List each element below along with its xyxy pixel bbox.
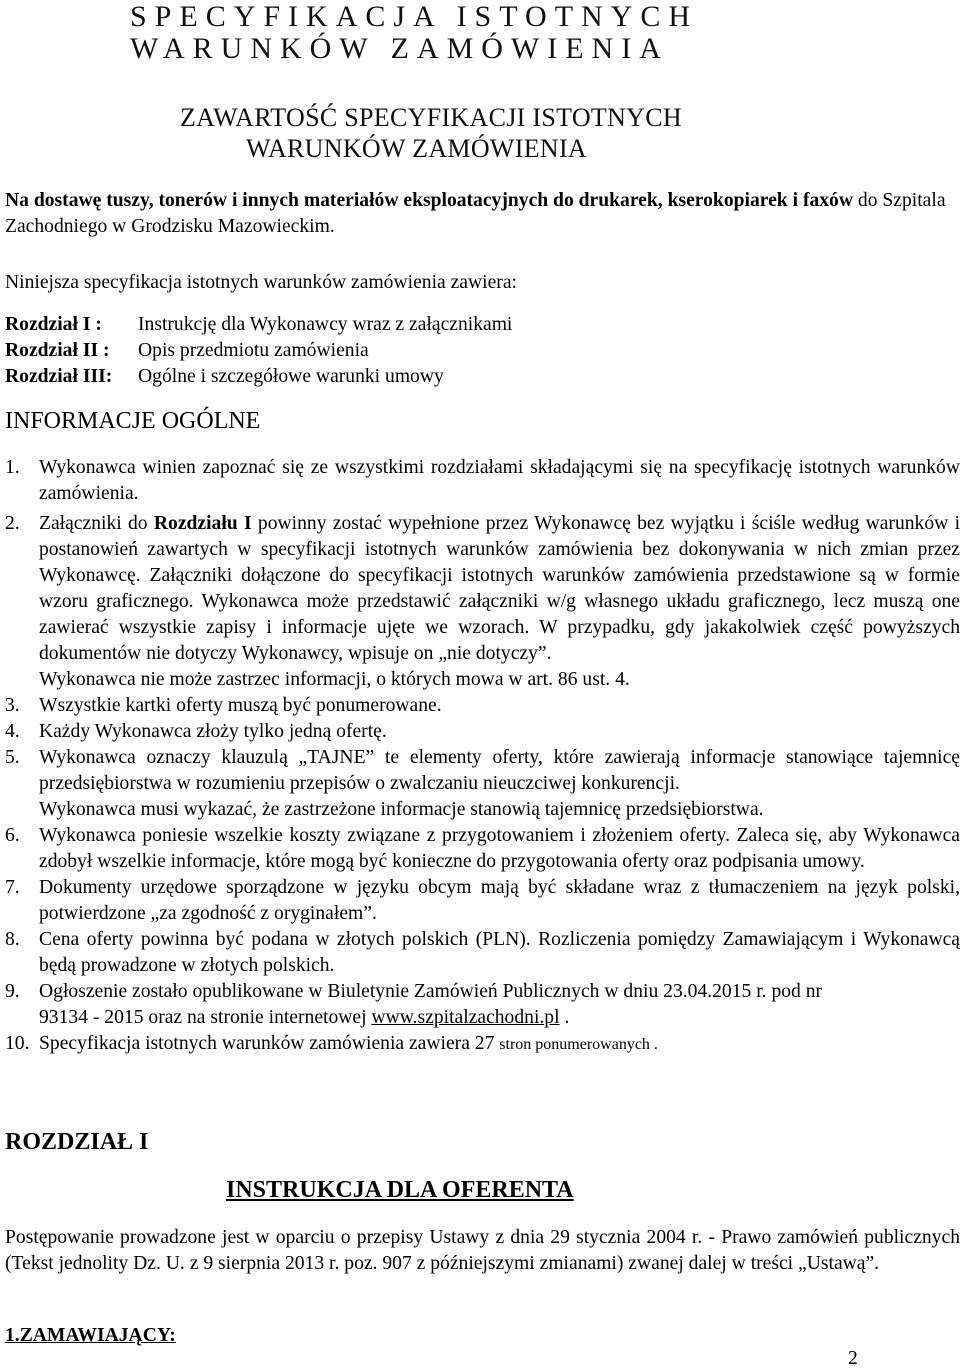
chapter-label: Rozdział I : xyxy=(5,314,102,335)
item-number: 5. xyxy=(5,747,20,768)
doc-title-line1: SPECYFIKACJA ISTOTNYCH xyxy=(130,0,699,33)
chapter-label: Rozdział III: xyxy=(5,366,113,387)
item-text: Wszystkie kartki oferty muszą być ponumerowane. xyxy=(39,695,442,716)
item-text: Cena oferty powinna być podana w złotych polskich (PLN). Rozliczenia pomiędzy Zamawiającym i Wykonawcą będą prowadzone w złotych polskich. xyxy=(39,929,960,976)
chapter-item xyxy=(5,364,444,390)
procedure-paragraph: Postępowanie prowadzone jest w oparciu o przepisy Ustawy z dnia 29 stycznia 2004 r. - Prawo zamówień publicznych (Tekst jednolity Dz. U. z 9 sierpnia 2013 r. poz. 907 z późniejszymi zmianami) zwanej dalej w treści „Ustawą”. xyxy=(5,1227,960,1274)
item-text-small: stron ponumerowanych . xyxy=(499,1036,658,1053)
chapter-label: Rozdział II : xyxy=(5,340,110,361)
website-link[interactable]: www.szpitalzachodni.pl xyxy=(371,1007,560,1028)
list-item xyxy=(5,511,960,693)
item-number: 10. xyxy=(5,1033,30,1054)
item-text-line2-post: . xyxy=(559,1007,570,1028)
item-text: powinny zostać wypełnione przez Wykonawcę bez wyjątku i ściśle według warunków i postanowień zawartych w specyfikacji istotnych warunków zamówienia bez dokonywania w nich zmian przez Wykonawcę. Załączniki dołączone do specyfikacji istotnych warunków zamówienia przedstawione są w formie wzoru graficznego. Wykonawca może przedstawić załączniki w/g własnego układu graficznego, lecz muszą one zawierać wszystkie zapisy i informacje ujęte we wzorach. W przypadku, gdy jakakolwiek część powyższych dokumentów nie dotyczy Wykonawcy, wpisuje on „nie dotyczy”. xyxy=(39,513,960,664)
intro-bold: Na dostawę tuszy, tonerów i innych materiałów eksploatacyjnych do drukarek, kserokopiarek i faxów xyxy=(5,190,854,211)
chapter-text: Opis przedmiotu zamówienia xyxy=(138,340,369,361)
item-text: Każdy Wykonawca złoży tylko jedną ofertę. xyxy=(39,721,387,742)
item-text: Dokumenty urzędowe sporządzone w języku obcym mają być składane wraz z tłumaczeniem na język polski, potwierdzone „za zgodność z oryginałem”. xyxy=(39,877,960,924)
item-number: 8. xyxy=(5,929,20,950)
page-number: 2 xyxy=(848,1348,858,1369)
list-item xyxy=(5,823,960,875)
list-item xyxy=(5,979,960,1031)
item-text-bold: Rozdziału I xyxy=(153,513,252,534)
list-item xyxy=(5,927,960,979)
item-text: Specyfikacja istotnych warunków zamówienia zawiera 27 xyxy=(39,1033,500,1054)
chapter-heading: ROZDZIAŁ I xyxy=(5,1129,149,1155)
item-text-line1: Ogłoszenie zostało opublikowane w Biuletynie Zamówień Publicznych w dniu 23.04.2015 r. pod nr xyxy=(39,981,823,1002)
list-item xyxy=(5,693,960,719)
item-number: 9. xyxy=(5,981,20,1002)
subtitle-line2: WARUNKÓW ZAMÓWIENIA xyxy=(246,134,587,163)
list-item xyxy=(5,745,960,823)
intro-rest: do Szpitala Zachodniego w Grodzisku Mazowieckim. xyxy=(5,190,946,237)
intro-paragraph xyxy=(5,188,960,240)
chapter-item xyxy=(5,312,512,338)
doc-title-line2: WARUNKÓW ZAMÓWIENIA xyxy=(130,32,669,65)
item-text: Wykonawca oznaczy klauzulą „TAJNE” te elementy oferty, które zawierają informacje stanowiące tajemnicę przedsiębiorstwa w rozumieniu przepisów o zwalczaniu nieuczciwej konkurencji. xyxy=(39,747,960,794)
section-heading: 1.ZAMAWIAJĄCY: xyxy=(5,1325,176,1346)
chapter-text: Ogólne i szczegółowe warunki umowy xyxy=(138,366,444,387)
contains-line: Niniejsza specyfikacja istotnych warunków zamówienia zawiera: xyxy=(5,272,517,293)
item-text-pre: Załączniki do xyxy=(39,513,154,534)
general-heading: INFORMACJE OGÓLNE xyxy=(5,408,261,434)
item-number: 2. xyxy=(5,513,20,534)
general-info-list xyxy=(5,455,960,1058)
item-extra: Wykonawca nie może zastrzec informacji, o których mowa w art. 86 ust. 4. xyxy=(39,669,630,690)
subtitle-line1: ZAWARTOŚĆ SPECYFIKACJI ISTOTNYCH xyxy=(180,103,682,132)
item-number: 3. xyxy=(5,695,20,716)
item-text-line2: 93134 - 2015 oraz na stronie internetowej xyxy=(39,1007,372,1028)
item-number: 6. xyxy=(5,825,20,846)
list-item xyxy=(5,455,960,507)
item-text: Wykonawca winien zapoznać się ze wszystkimi rozdziałami składającymi się na specyfikację istotnych warunków zamówienia. xyxy=(39,457,960,504)
list-item xyxy=(5,1031,960,1058)
list-item xyxy=(5,875,960,927)
item-number: 1. xyxy=(5,457,20,478)
item-text: Wykonawca poniesie wszelkie koszty związane z przygotowaniem i złożeniem oferty. Zaleca się, aby Wykonawca zdobył wszelkie informacje, które mogą być konieczne do przygotowania oferty oraz podpisania umowy. xyxy=(39,825,960,872)
list-item xyxy=(5,719,960,745)
item-number: 7. xyxy=(5,877,20,898)
item-extra: Wykonawca musi wykazać, że zastrzeżone informacje stanowią tajemnicę przedsiębiorstwa. xyxy=(39,799,764,820)
instruction-heading: INSTRUKCJA DLA OFERENTA xyxy=(226,1177,574,1203)
item-number: 4. xyxy=(5,721,20,742)
chapter-text: Instrukcję dla Wykonawcy wraz z załącznikami xyxy=(138,314,513,335)
chapter-item xyxy=(5,338,369,364)
